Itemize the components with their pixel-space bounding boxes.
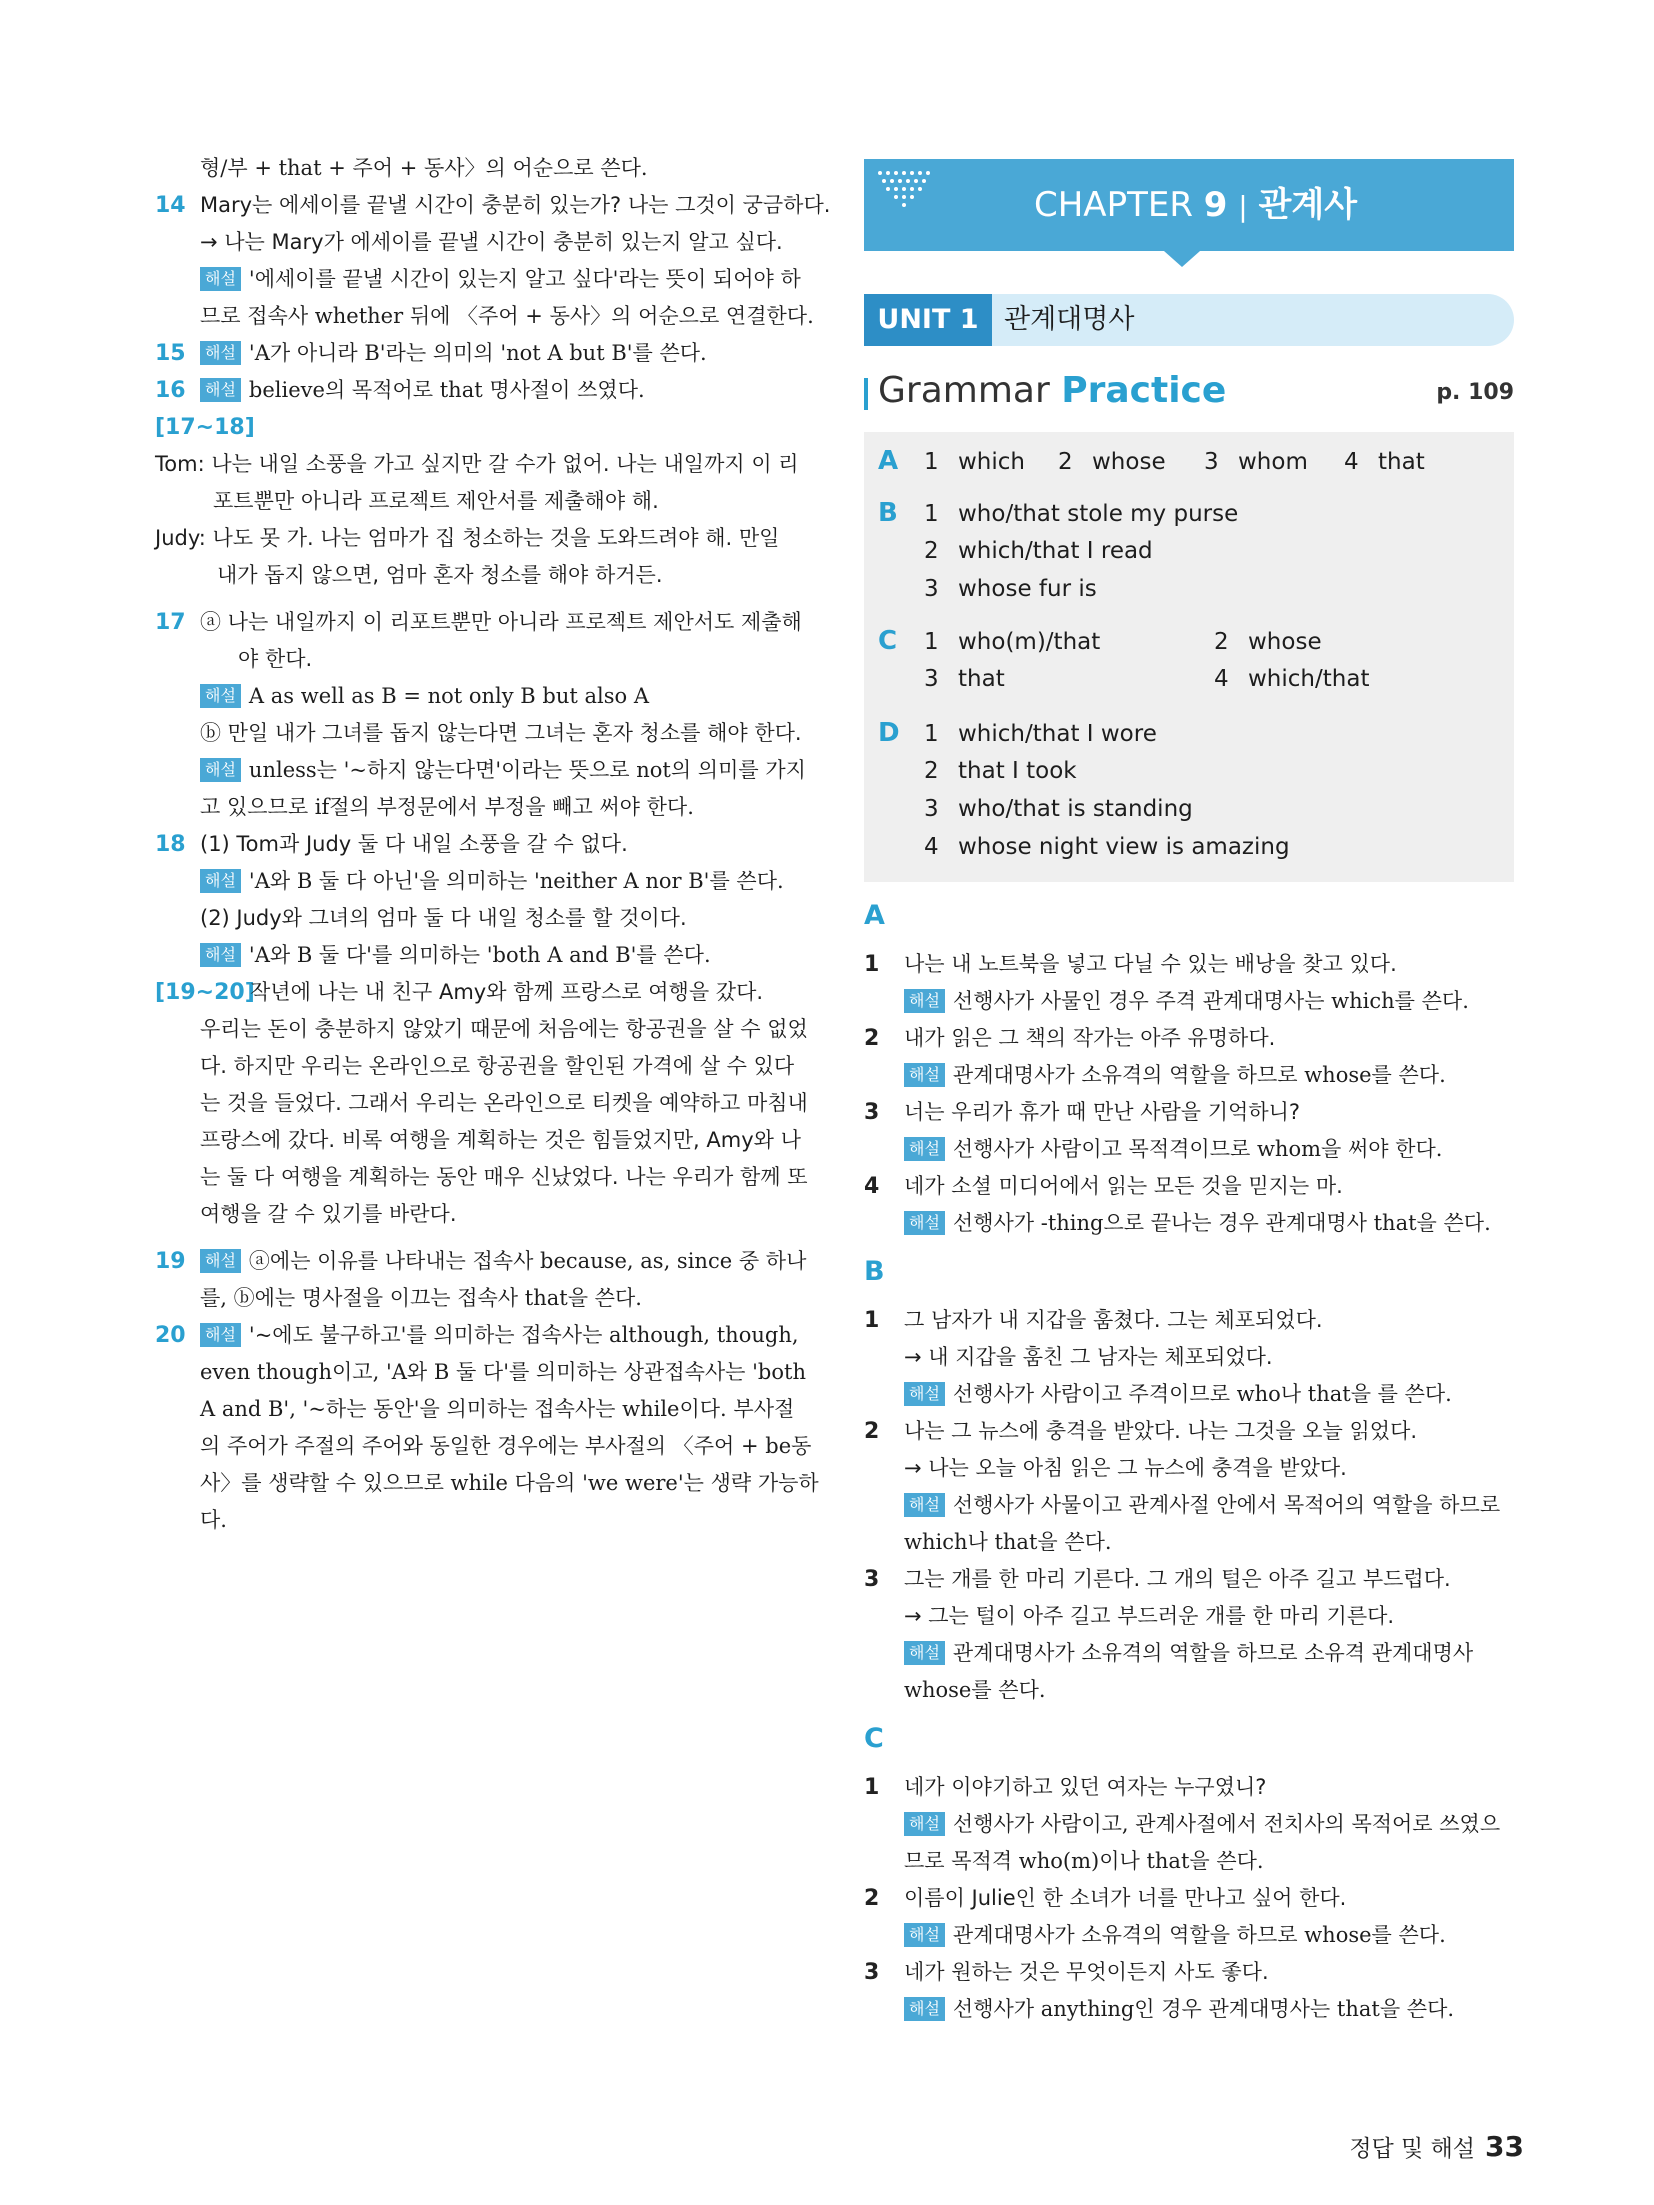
answer-number: 2 <box>1214 629 1229 655</box>
item <box>864 1954 1514 1991</box>
answer-number: 2 <box>924 758 939 784</box>
answer-letter: D <box>878 718 900 748</box>
unit-title: 관계대명사 <box>1004 304 1135 335</box>
item-number: 15 <box>155 341 186 366</box>
item-number: 2 <box>864 1419 880 1444</box>
text-line: (2) Judy와 그녀의 엄마 둘 다 내일 청소를 할 것이다. <box>200 906 687 930</box>
explanation-tag: 해설 <box>904 1211 945 1235</box>
text-line: 너는 우리가 휴가 때 만난 사람을 기억하니? <box>904 1100 1301 1124</box>
text-line: 선행사가 사람이고 목적격이므로 whom을 써야 한다. <box>952 1137 1443 1161</box>
text-line: 므로 목적격 who(m)이나 that을 쓴다. <box>904 1849 1264 1873</box>
answer-number: 1 <box>924 501 939 527</box>
text-line: 나는 그 뉴스에 충격을 받았다. 나는 그것을 오늘 읽었다. <box>904 1419 1418 1443</box>
item <box>864 1561 1514 1598</box>
text-line: → 내 지갑을 훔친 그 남자는 체포되었다. <box>904 1345 1273 1369</box>
section-letter: B <box>864 1256 885 1287</box>
heading-bar <box>864 378 868 410</box>
explanation-line <box>864 1991 1514 2028</box>
text-line: 그는 개를 한 마리 기른다. 그 개의 털은 아주 길고 부드럽다. <box>904 1567 1451 1591</box>
text-line: 선행사가 사물이고 관계사절 안에서 목적어의 역할을 하므로 <box>952 1493 1501 1517</box>
item-17 <box>155 604 810 641</box>
text-line: 사〉를 생략할 수 있으므로 while 다음의 'we were'는 생략 가능하 <box>200 1471 819 1495</box>
chapter-name: 관계사 <box>1258 185 1358 225</box>
explanation-line <box>864 1917 1514 1954</box>
text-line: 'A와 B 둘 다 아닌'을 의미하는 'neither A nor B'를 쓴다. <box>248 869 784 893</box>
item-14 <box>155 187 831 224</box>
answer-letter: B <box>878 498 898 528</box>
explanation-line <box>155 863 810 900</box>
explanation-tag: 해설 <box>200 869 241 893</box>
text-line: A and B', '~하는 동안'을 의미하는 접속사는 while이다. 부사절 <box>200 1397 795 1421</box>
explanation-line <box>864 1635 1514 1672</box>
text-line: even though이고, 'A와 B 둘 다'를 의미하는 상관접속사는 'both <box>200 1360 806 1384</box>
text-line: ⓐ에는 이유를 나타내는 접속사 because, as, since 중 하나 <box>248 1249 807 1273</box>
chapter-label: CHAPTER <box>1034 185 1193 225</box>
dialogue-line: 포트뿐만 아니라 프로젝트 제안서를 제출해야 해. <box>213 489 659 513</box>
text-line: 는 것을 들었다. 그래서 우리는 온라인으로 티켓을 예약하고 마침내 <box>200 1091 808 1115</box>
item-number: 17 <box>155 610 186 635</box>
left-column <box>155 150 831 1539</box>
item <box>864 1413 1514 1450</box>
answer-number: 1 <box>924 449 939 475</box>
explanation-tag: 해설 <box>200 378 241 402</box>
answer-text: which/that I read <box>958 538 1153 564</box>
text-line: 우리는 돈이 충분하지 않았기 때문에 처음에는 항공권을 살 수 없었 <box>200 1017 808 1041</box>
item <box>864 946 1514 983</box>
item-number: 18 <box>155 832 186 857</box>
text-line: 다. <box>200 1508 227 1532</box>
item-16 <box>155 372 810 409</box>
text-line: 다. 하지만 우리는 온라인으로 항공권을 할인된 가격에 살 수 있다 <box>200 1054 795 1078</box>
answer-number: 3 <box>924 576 939 602</box>
text-line: '에세이를 끝낼 시간이 있는지 알고 싶다'라는 뜻이 되어야 하 <box>248 267 801 291</box>
chapter-separator: | <box>1238 190 1248 223</box>
answer-text: whose <box>1092 449 1166 475</box>
answer-letter: C <box>878 626 898 656</box>
item-number: 14 <box>155 193 186 218</box>
item-number: 4 <box>864 1174 880 1199</box>
heading-word: Practice <box>1061 370 1227 411</box>
text-line: 관계대명사가 소유격의 역할을 하므로 whose를 쓴다. <box>952 1063 1446 1087</box>
chapter-title <box>1034 159 1357 251</box>
text-line: 선행사가 -thing으로 끝나는 경우 관계대명사 that을 쓴다. <box>952 1211 1491 1235</box>
answer-text: whose night view is amazing <box>958 834 1290 860</box>
text-line: 그 남자가 내 지갑을 훔쳤다. 그는 체포되었다. <box>904 1308 1323 1332</box>
item-20 <box>155 1317 810 1354</box>
explanation-tag: 해설 <box>904 1063 945 1087</box>
explanation-tag: 해설 <box>904 1641 945 1665</box>
explanation-line <box>864 1376 1514 1413</box>
text-line: unless는 '~하지 않는다면'이라는 뜻으로 not의 의미를 가지 <box>248 758 806 782</box>
text-line: 'A가 아니라 B'라는 의미의 'not A but B'를 쓴다. <box>248 341 707 365</box>
item-number: 3 <box>864 1960 880 1985</box>
text-line: 내가 읽은 그 책의 작가는 아주 유명하다. <box>904 1026 1276 1050</box>
item <box>864 1094 1514 1131</box>
answer-row-d1 <box>878 714 1157 752</box>
page-reference: p. 109 <box>1436 380 1514 405</box>
section-letter: C <box>864 1723 884 1754</box>
item <box>864 1302 1514 1339</box>
answer-row-c1 <box>878 622 1322 660</box>
explanation-line <box>864 1205 1514 1242</box>
answer-text: whose fur is <box>958 576 1097 602</box>
text-line: whose를 쓴다. <box>904 1678 1046 1702</box>
explanation-line <box>155 678 810 715</box>
answer-row-b2 <box>924 532 1153 570</box>
explanation-line <box>155 752 810 789</box>
item-19 <box>155 1243 810 1280</box>
answer-number: 3 <box>924 666 939 692</box>
text-line: which나 that을 쓴다. <box>904 1530 1112 1554</box>
answer-text: who/that is standing <box>958 796 1193 822</box>
answer-row-d3 <box>924 790 1193 828</box>
text-line: 형/부 + that + 주어 + 동사〉의 어순으로 쓴다. <box>200 156 648 180</box>
dialogue-line: Tom: 나는 내일 소풍을 가고 싶지만 갈 수가 없어. 나는 내일까지 이 리 <box>155 452 799 476</box>
banner-pointer <box>1164 251 1200 267</box>
text-line: A as well as B = not only B but also A <box>248 684 649 708</box>
item-number: 3 <box>864 1567 880 1592</box>
item-number: 2 <box>864 1886 880 1911</box>
page-number: 33 <box>1485 2130 1524 2163</box>
answer-number: 1 <box>924 721 939 747</box>
text-line: 선행사가 사람이고 주격이므로 who나 that을 를 쓴다. <box>952 1382 1452 1406</box>
explanation-tag: 해설 <box>200 1249 241 1273</box>
answer-number: 2 <box>1058 449 1073 475</box>
answer-text: that <box>958 666 1005 692</box>
explanation-tag: 해설 <box>200 341 241 365</box>
item <box>864 1769 1514 1806</box>
text-line: 나는 내 노트북을 넣고 다닐 수 있는 배낭을 찾고 있다. <box>904 952 1397 976</box>
passage-19-20 <box>155 974 810 1011</box>
text-line: 선행사가 사람이고, 관계사절에서 전치사의 목적어로 쓰였으 <box>952 1812 1501 1836</box>
explanation-tag: 해설 <box>200 758 241 782</box>
answer-text: which/that I wore <box>958 721 1157 747</box>
heading-word: Grammar <box>878 370 1050 411</box>
passage-range: [19~20] <box>155 980 255 1005</box>
text-line: 를, ⓑ에는 명사절을 이끄는 접속사 that을 쓴다. <box>200 1286 642 1310</box>
explanation-line <box>864 1806 1514 1843</box>
answer-letter: A <box>878 446 899 476</box>
text-line: 선행사가 사물인 경우 주격 관계대명사는 which를 쓴다. <box>952 989 1469 1013</box>
text-line: 관계대명사가 소유격의 역할을 하므로 소유격 관계대명사 <box>952 1641 1474 1665</box>
item-15 <box>155 335 810 372</box>
explanation-tag: 해설 <box>904 1493 945 1517</box>
item-number: 16 <box>155 378 186 403</box>
explanation-tag: 해설 <box>200 267 241 291</box>
answer-row-b1 <box>878 494 1238 532</box>
explanation-line <box>155 261 810 298</box>
item-number: 3 <box>864 1100 880 1125</box>
answer-number: 4 <box>1344 449 1359 475</box>
text-line: 네가 소셜 미디어에서 읽는 모든 것을 믿지는 마. <box>904 1174 1343 1198</box>
text-line: 의 주어가 주절의 주어와 동일한 경우에는 부사절의 〈주어 + be동 <box>200 1434 812 1458</box>
text-line: → 나는 오늘 아침 읽은 그 뉴스에 충격을 받았다. <box>904 1456 1347 1480</box>
explanation-line <box>864 1131 1514 1168</box>
explanation-tag: 해설 <box>200 1323 241 1347</box>
text-line: → 나는 Mary가 에세이를 끝낼 시간이 충분히 있는지 알고 싶다. <box>200 230 783 254</box>
text-line: believe의 목적어로 that 명사절이 쓰였다. <box>248 378 645 402</box>
explanation-tag: 해설 <box>904 1137 945 1161</box>
text-line: ⓑ 만일 내가 그녀를 돕지 않는다면 그녀는 혼자 청소를 해야 한다. <box>200 721 802 745</box>
chapter-number: 9 <box>1203 185 1228 225</box>
answer-text: that <box>1378 449 1425 475</box>
dialogue-line: 내가 돕지 않으면, 엄마 혼자 청소를 해야 하거든. <box>217 563 663 587</box>
explanation-tag: 해설 <box>904 989 945 1013</box>
explanation-tag: 해설 <box>200 684 241 708</box>
answer-text: which <box>958 449 1026 475</box>
section-letter: A <box>864 900 885 931</box>
dialogue-line: Judy: 나도 못 가. 나는 엄마가 집 청소하는 것을 도와드려야 해. 만일 <box>155 526 780 550</box>
answer-number: 1 <box>924 629 939 655</box>
passage-range: [17~18] <box>155 415 255 440</box>
answer-number: 4 <box>1214 666 1229 692</box>
answer-text: who/that stole my purse <box>958 501 1239 527</box>
explanation-tag: 해설 <box>904 1923 945 1947</box>
item <box>864 1020 1514 1057</box>
right-explanations <box>864 896 1514 2028</box>
answer-number: 3 <box>924 796 939 822</box>
text-line: 이름이 Julie인 한 소녀가 너를 만나고 싶어 한다. <box>904 1886 1347 1910</box>
explanation-line <box>864 1057 1514 1094</box>
answer-text: whose <box>1248 629 1322 655</box>
page-footer <box>1349 2130 1524 2163</box>
explanation-tag: 해설 <box>904 1997 945 2021</box>
text-line: 는 둘 다 여행을 계획하는 동안 매우 신났었다. 나는 우리가 함께 또 <box>200 1165 808 1189</box>
text-line: 네가 원하는 것은 무엇이든지 사도 좋다. <box>904 1960 1269 1984</box>
footer-label: 정답 및 해설 <box>1349 2136 1476 2162</box>
item <box>864 1880 1514 1917</box>
text-line: 관계대명사가 소유격의 역할을 하므로 whose를 쓴다. <box>952 1923 1446 1947</box>
item-18 <box>155 826 810 863</box>
answer-number: 3 <box>1204 449 1219 475</box>
text-line: 므로 접속사 whether 뒤에 〈주어 + 동사〉의 어순으로 연결한다. <box>200 304 814 328</box>
answer-row-b3 <box>924 570 1097 608</box>
chapter-banner <box>864 159 1514 251</box>
answer-row-c2 <box>924 660 1369 698</box>
answer-row-d2 <box>924 752 1077 790</box>
explanation-tag: 해설 <box>904 1812 945 1836</box>
item-number: 1 <box>864 1775 880 1800</box>
unit-label: UNIT 1 <box>864 294 992 346</box>
answer-number: 2 <box>924 538 939 564</box>
explanation-line <box>864 1487 1514 1524</box>
item-number: 2 <box>864 1026 880 1051</box>
text-line: 여행을 갈 수 있기를 바란다. <box>200 1202 457 1226</box>
answer-text: which/that <box>1248 666 1370 692</box>
text-line: ⓐ 나는 내일까지 이 리포트뿐만 아니라 프로젝트 제안서도 제출해 <box>200 610 802 634</box>
item-number: 20 <box>155 1323 186 1348</box>
text-line: 작년에 나는 내 친구 Amy와 함께 프랑스로 여행을 갔다. <box>250 980 764 1004</box>
unit-bar <box>864 294 1514 346</box>
heading-title <box>878 370 1226 411</box>
text-line: 프랑스에 갔다. 비록 여행을 계획하는 것은 힘들었지만, Amy와 나 <box>200 1128 801 1152</box>
text-line: 야 한다. <box>238 647 313 671</box>
answer-text: who(m)/that <box>958 629 1101 655</box>
text-line: 고 있으므로 if절의 부정문에서 부정을 빼고 써야 한다. <box>200 795 694 819</box>
section-heading <box>864 370 1514 420</box>
item-number: 1 <box>864 1308 880 1333</box>
text-line: 'A와 B 둘 다'를 의미하는 'both A and B'를 쓴다. <box>248 943 711 967</box>
answer-box <box>864 432 1514 882</box>
explanation-line <box>864 983 1514 1020</box>
text-line: 네가 이야기하고 있던 여자는 누구였니? <box>904 1775 1267 1799</box>
answer-row-a <box>878 442 1498 480</box>
text-line: 선행사가 anything인 경우 관계대명사는 that을 쓴다. <box>952 1997 1455 2021</box>
explanation-line <box>155 937 810 974</box>
answer-number: 4 <box>924 834 939 860</box>
item-number: 1 <box>864 952 880 977</box>
text-line: (1) Tom과 Judy 둘 다 내일 소풍을 갈 수 없다. <box>200 832 628 856</box>
explanation-tag: 해설 <box>904 1382 945 1406</box>
item-number: 19 <box>155 1249 186 1274</box>
text-line: → 그는 털이 아주 길고 부드러운 개를 한 마리 기른다. <box>904 1604 1395 1628</box>
answer-row-d4 <box>924 828 1290 866</box>
text-line: Mary는 에세이를 끝낼 시간이 충분히 있는가? 나는 그것이 궁금하다. <box>200 193 831 217</box>
answer-text: whom <box>1238 449 1308 475</box>
explanation-tag: 해설 <box>200 943 241 967</box>
item <box>864 1168 1514 1205</box>
answer-text: that I took <box>958 758 1077 784</box>
dot-pattern-icon <box>876 169 936 209</box>
text-line: '~에도 불구하고'를 의미하는 접속사는 although, though, <box>248 1323 799 1347</box>
